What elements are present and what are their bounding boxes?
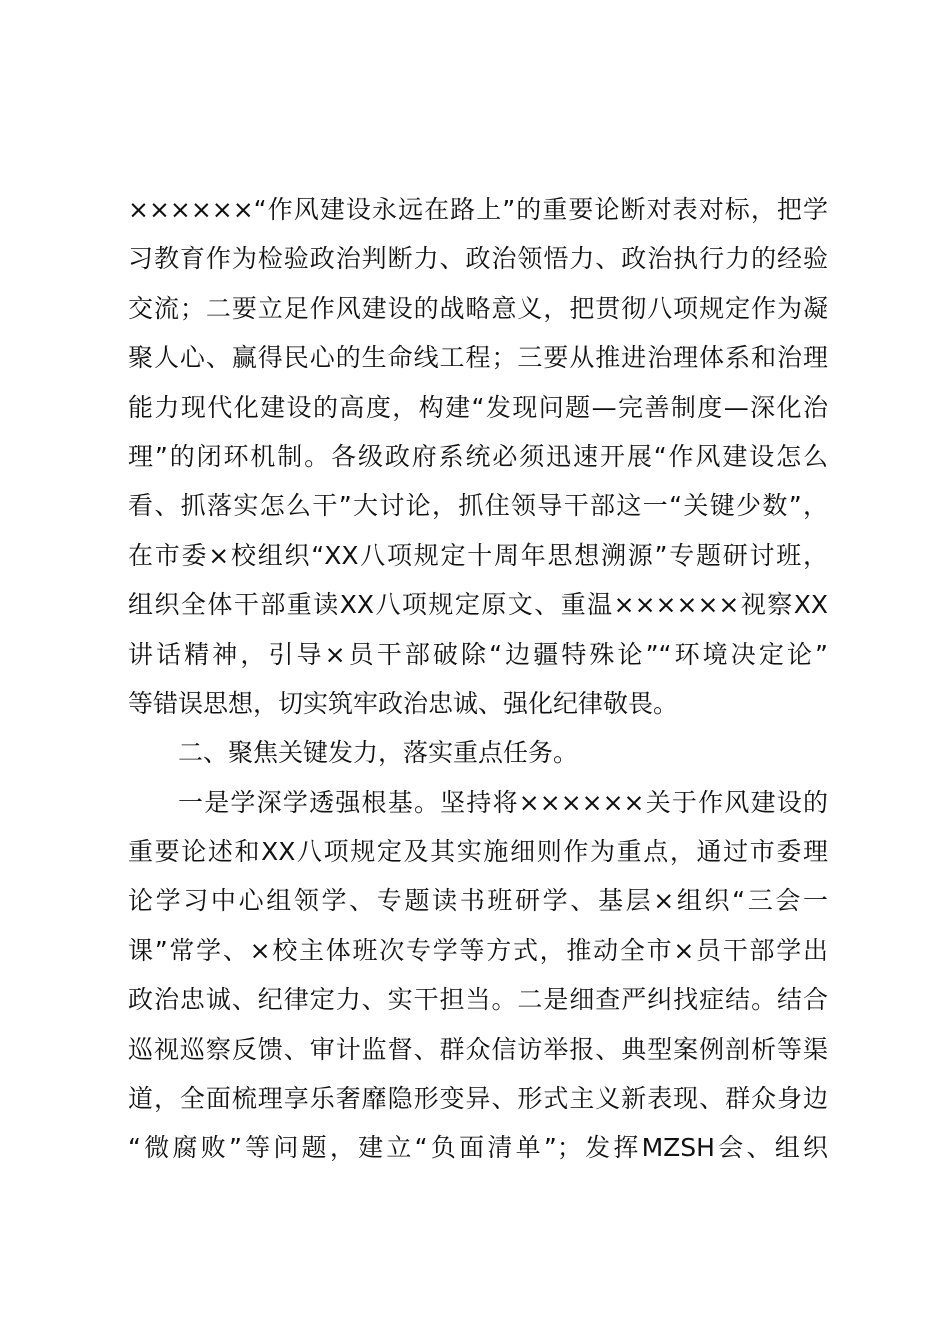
text-line: 组织全体干部重读XX八项规定原文、重温××××××视察XX: [128, 590, 828, 620]
text-line: 讲话精神，引导×员干部破除“边疆特殊论”“环境决定论”: [128, 639, 828, 669]
text-line: 在市委×校组织“XX八项规定十周年思想溯源”专题研讨班，: [128, 540, 828, 570]
document-body: [128, 185, 828, 1173]
section-heading: 二、聚焦关键发力，落实重点任务。: [178, 738, 579, 768]
text-line: 交流；二要立足作风建设的战略意义，把贯彻八项规定作为凝: [128, 293, 828, 323]
text-line: 一是学深学透强根基。坚持将××××××关于作风建设的: [178, 787, 828, 817]
text-line: 理”的闭环机制。各级政府系统必须迅速开展“作风建设怎么: [128, 441, 828, 471]
text-line: 能力现代化建设的高度，构建“发现问题—完善制度—深化治: [128, 392, 828, 422]
text-line: 论学习中心组领学、专题读书班研学、基层×组织“三会一: [128, 886, 828, 916]
text-line: 聚人心、赢得民心的生命线工程；三要从推进治理体系和治理: [128, 343, 828, 373]
text-line: ××××××“作风建设永远在路上”的重要论断对表对标，把学: [128, 195, 828, 224]
text-line: 课”常学、×校主体班次专学等方式，推动全市×员干部学出: [128, 935, 828, 965]
text-line: 重要论述和XX八项规定及其实施细则作为重点，通过市委理: [128, 837, 828, 867]
text-line: 看、抓落实怎么干”大讨论，抓住领导干部这一“关键少数”，: [128, 491, 828, 521]
text-line: 巡视巡察反馈、审计监督、群众信访举报、典型案例剖析等渠: [128, 1034, 828, 1064]
text-line: 等错误思想，切实筑牢政治忠诚、强化纪律敬畏。: [128, 688, 679, 718]
text-line: 道，全面梳理享乐奢靡隐形变异、形式主义新表现、群众身边: [128, 1084, 828, 1114]
text-line: 政治忠诚、纪律定力、实干担当。二是细查严纠找症结。结合: [128, 985, 828, 1015]
text-line: 习教育作为检验政治判断力、政治领悟力、政治执行力的经验: [128, 244, 828, 274]
text-line: “微腐败”等问题，建立“负面清单”；发挥MZSH会、组织: [128, 1133, 828, 1163]
